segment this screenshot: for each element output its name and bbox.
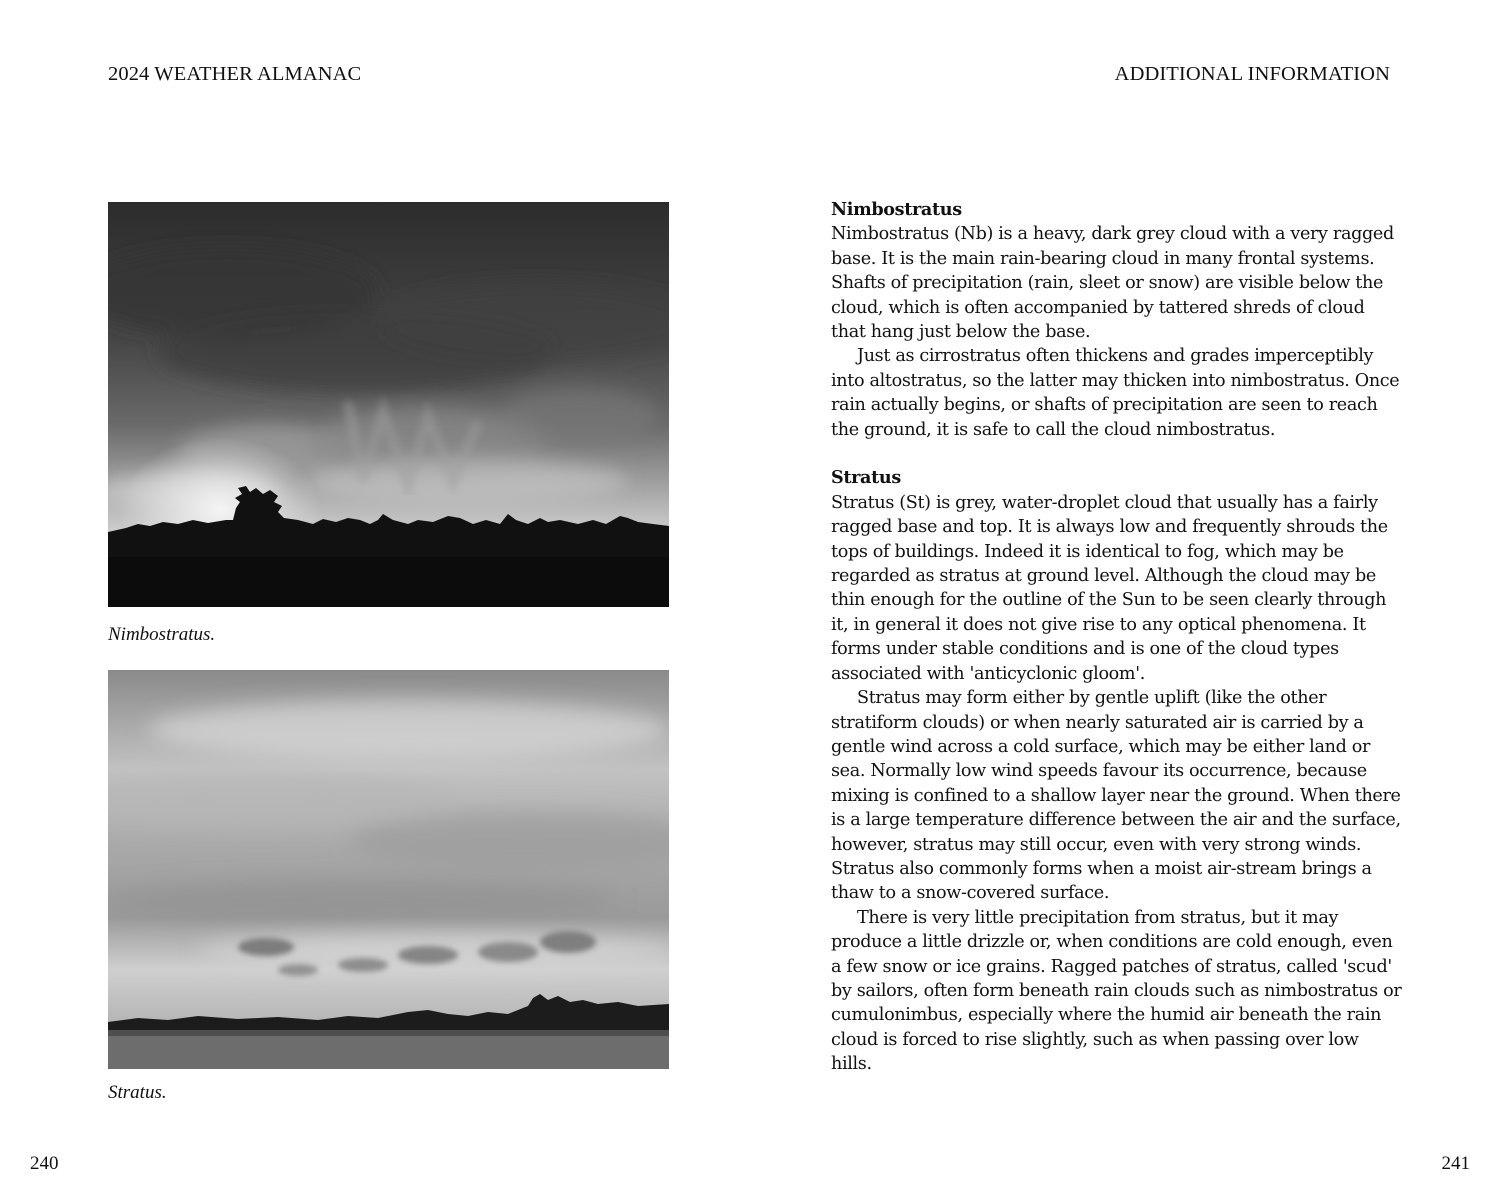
section-heading: Stratus — [831, 467, 901, 489]
section-heading: Nimbostratus — [831, 199, 962, 220]
nimbostratus-caption: Nimbostratus. — [108, 624, 216, 645]
stratus-photo-image — [108, 670, 669, 1069]
running-head-left: 2024 WEATHER ALMANAC — [108, 63, 362, 85]
nimbostratus-photo-image — [108, 202, 669, 607]
stratus-photo — [108, 670, 669, 1069]
paragraph: Nimbostratus (Nb) is a heavy, dark grey cloud with a very ragged base. It is the main rain-bearing cloud in many frontal systems. Shafts of precipitation (rain, sleet or snow) are visible below the cloud, which is often accompanied by tattered shreds of cloud that hang just below the base. — [831, 224, 1394, 343]
paragraph: Just as cirrostratus often thickens and grades imperceptibly into altostratus, so the latter may thicken into nimbostratus. Once rain actually begins, or shafts of precipitation are seen to reach the ground, it is safe to call the cloud nimbostratus. — [831, 346, 1400, 440]
running-head-right: ADDITIONAL INFORMATION — [1114, 63, 1390, 85]
paragraph: There is very little precipitation from stratus, but it may produce a little drizzle or, when conditions are cold enough, even a few snow or ice grains. Ragged patches of stratus, called 'scud' by sailors, often form beneath rain clouds such as nimbostratus or cumulonimbus, especially where the humid air beneath the rain cloud is forced to rise slightly, such as when passing over low hills. — [831, 907, 1402, 1075]
section-spacer — [831, 442, 1403, 466]
page-number-left: 240 — [30, 1153, 59, 1174]
section-nimbostratus — [831, 198, 1403, 442]
nimbostratus-photo — [108, 202, 669, 607]
paragraph: Stratus (St) is grey, water-droplet cloud that usually has a fairly ragged base and top. It is always low and frequently shrouds the tops of buildings. Indeed it is identical to fog, which may be regarded as stratus at ground level. Although the cloud may be thin enough for the outline of the Sun to be seen clearly through it, in general it does not give rise to any optical phenomena. It forms under stable conditions and is one of the cloud types associated with 'anticyclonic gloom'. — [831, 492, 1388, 684]
section-stratus — [831, 466, 1403, 1076]
paragraph: Stratus may form either by gentle uplift (like the other stratiform clouds) or when nearly saturated air is carried by a gentle wind across a cold surface, which may be either land or sea. Normally low wind speeds favour its occurrence, because mixing is confined to a shallow layer near the ground. When there is a large temperature difference between the air and the surface, however, stratus may still occur, even with very strong winds. Stratus also commonly forms when a moist air-stream brings a thaw to a snow-covered surface. — [831, 688, 1401, 904]
stratus-caption: Stratus. — [108, 1082, 167, 1103]
page-number-right: 241 — [1441, 1153, 1470, 1174]
body-text-column — [831, 198, 1403, 1077]
